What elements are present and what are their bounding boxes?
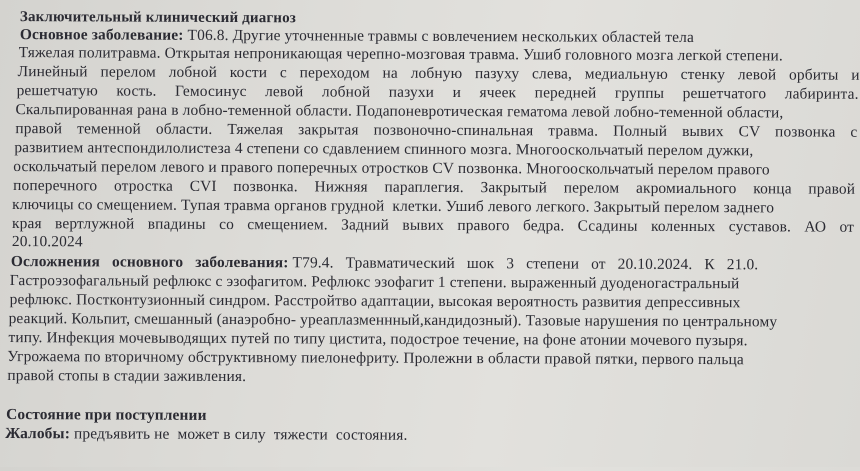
main-disease-label: Основное заболевание: xyxy=(19,26,184,44)
diagnosis-title: Заключительный клинический диагноз xyxy=(19,9,296,27)
complications-first: Т79.4. Травматический шок 3 степени от 20.10.2024. К 21.0. xyxy=(288,254,759,274)
complaints-label: Жалобы: xyxy=(5,425,71,443)
main-text-line: Скальпированная рана в лобно-теменной области. Подапоневротическая гематома левой лобно-теменной области, xyxy=(15,101,784,122)
complications-text-line: Гастроэзофагальный рефлюкс с эзофагитом. Рефлюкс эзофагит 1 степени. выраженный дуоденогастральный xyxy=(9,272,740,293)
main-text-line: 20.10.2024 xyxy=(11,233,83,251)
complications-label: Осложнения основного заболевания: xyxy=(10,253,289,272)
main-text-line: поперечного отростка CVI позвонка. Нижняя параплегия. Закрытый перелом акромиального конца правой xyxy=(13,177,856,198)
complaints-line xyxy=(5,425,407,444)
main-disease-code: Т06.8. Другие уточненные травмы с вовлечением нескольких областей тела xyxy=(183,26,695,47)
main-text-line: оскольчатый перелом левого и правого поперечных отростков CV позвонка. Многооскольчатый перелом правого xyxy=(13,158,770,179)
complications-text-line: реакций. Кольпит, смешанный (анаэробно- уреаплазменнный,кандидозный). Тазовые нарушения по центральному xyxy=(8,310,778,331)
main-text-line: Линейный перелом лобной кости с переходом на лобную пазуху слева, медиальную стенку левой орбиты и xyxy=(17,63,860,84)
main-disease-line xyxy=(20,26,694,46)
main-text-line: развитием антеспондилолистеза 4 степени со сдавлением спинного мозга. Многооскольчатый перелом дужки, xyxy=(14,139,754,160)
complications-text-line: типу. Инфекция мочевыводящих путей по типу цистита, подострое течение, на фоне атонии мочевого пузыря. xyxy=(8,329,748,350)
main-text-line: ключицы со смещением. Тупая травма органов грудной клетки. Ушиб левого легкого. Закрытый перелом заднего xyxy=(12,196,775,217)
main-text-line: решетчатую кость. Гемосинус левой лобной пазухи и ячеек передней группы решетчатого лабиринта. xyxy=(16,82,859,103)
complications-text-line: правой стопы в стадии заживления. xyxy=(7,367,247,386)
main-text-line: края вертлужной впадины со смещением. Задний вывих правого бедра. Ссадины коленных суставов. АО от xyxy=(11,215,855,236)
main-text-line: Тяжелая политравма. Открытая непроникающая черепно-мозговая травма. Ушиб головного мозга легкой степени. xyxy=(18,44,783,65)
complications-text-line: Угрожаема по вторичному обструктивному пиелонефриту. Пролежни в области правой пятки, первого пальца xyxy=(7,348,744,369)
complications-line xyxy=(11,253,759,273)
complaints-text: предъявить не может в силу тяжести состояния. xyxy=(69,425,408,444)
admission-title: Состояние при поступлении xyxy=(6,406,207,424)
complications-text-line: рефлюкс. Постконтузионный синдром. Расстройтво адаптации, высокая вероятность развития депрессивных xyxy=(9,291,741,312)
main-text-line: правой теменной области. Тяжелая закрытая позвоночно-спинальная травма. Полный вывих CV позвонка с xyxy=(15,120,858,141)
